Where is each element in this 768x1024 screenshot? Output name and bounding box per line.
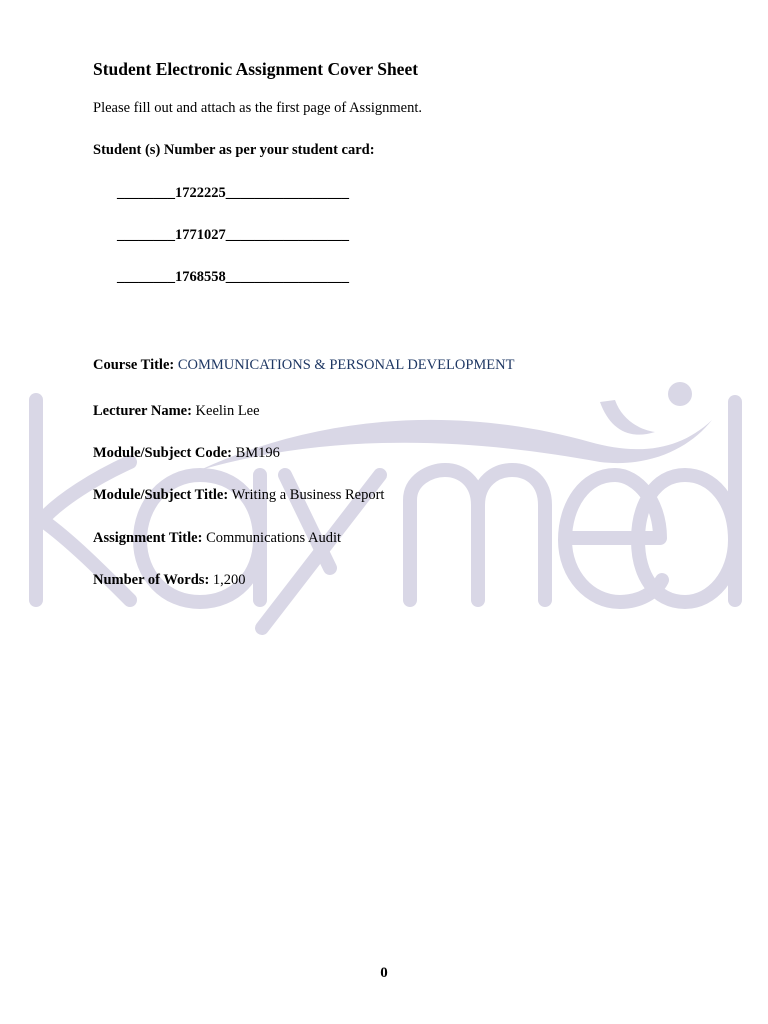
word-count-field — [93, 572, 246, 589]
assignment-title-field — [93, 530, 341, 547]
module-code-value: BM196 — [235, 445, 280, 461]
student-number-line: ________1768558_________________ — [117, 269, 349, 285]
student-number-line: ________1771027_________________ — [117, 227, 349, 243]
lecturer-name-label: Lecturer Name: — [93, 403, 192, 419]
course-title-field — [93, 357, 514, 374]
module-title-label: Module/Subject Title: — [93, 487, 229, 503]
course-title-label: Course Title: — [93, 357, 175, 373]
word-count-label: Number of Words: — [93, 572, 210, 588]
instructions-text: Please fill out and attach as the first page of Assignment. — [93, 100, 422, 116]
assignment-title-label: Assignment Title: — [93, 530, 203, 546]
assignment-title-value: Communications Audit — [206, 530, 341, 546]
module-code-label: Module/Subject Code: — [93, 445, 232, 461]
student-number-line: ________1722225_________________ — [117, 185, 349, 201]
module-code-field — [93, 445, 280, 462]
lecturer-name-field — [93, 403, 260, 420]
student-numbers-label: Student (s) Number as per your student card: — [93, 142, 375, 158]
course-title-value: COMMUNICATIONS & PERSONAL DEVELOPMENT — [177, 357, 515, 373]
document-title: Student Electronic Assignment Cover Sheet — [93, 59, 419, 79]
word-count-value: 1,200 — [212, 572, 246, 588]
module-title-value: Writing a Business Report — [231, 487, 385, 503]
page-number: 0 — [380, 965, 388, 981]
module-title-field — [93, 487, 384, 504]
lecturer-name-value: Keelin Lee — [195, 403, 260, 419]
